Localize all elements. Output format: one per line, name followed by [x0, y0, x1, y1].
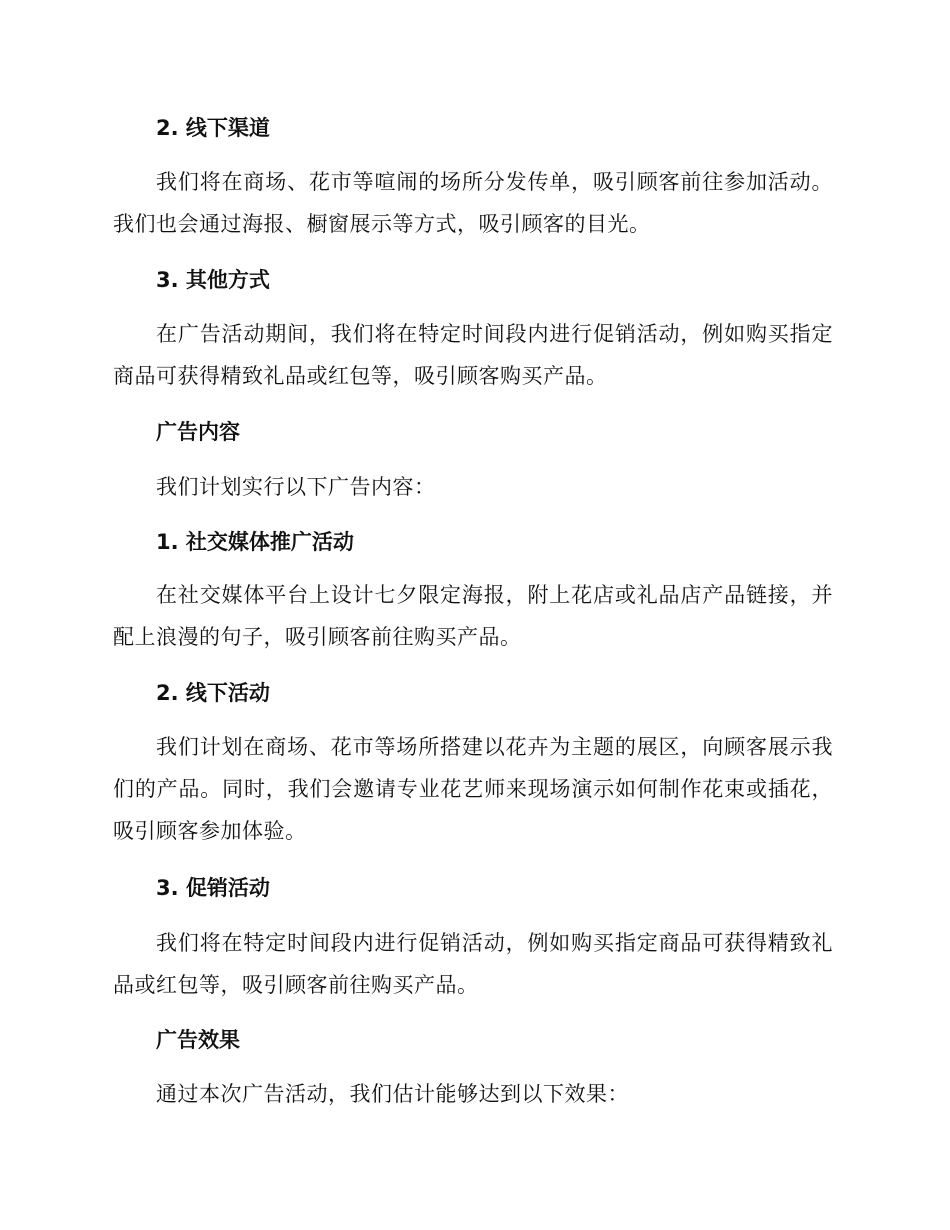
section-heading-other-methods: 3. 其他方式 [156, 268, 270, 292]
paragraph-other-methods: 在广告活动期间，我们将在特定时间段内进行促销活动，例如购买指定商品可获得精致礼品或红包等，吸引顾客购买产品。 [113, 322, 833, 388]
section-heading-offline-channel: 2. 线下渠道 [156, 116, 270, 140]
paragraph-promotion: 我们将在特定时间段内进行促销活动，例如购买指定商品可获得精致礼品或红包等，吸引顾客前往购买产品。 [113, 931, 833, 997]
paragraph-social-media: 在社交媒体平台上设计七夕限定海报，附上花店或礼品店产品链接，并配上浪漫的句子，吸引顾客前往购买产品。 [113, 583, 833, 649]
paragraph-offline-channel: 我们将在商场、花市等喧闹的场所分发传单，吸引顾客前往参加活动。我们也会通过海报、橱窗展示等方式，吸引顾客的目光。 [113, 170, 833, 236]
section-heading-promotion: 3. 促销活动 [156, 876, 270, 900]
paragraph-ad-content-intro: 我们计划实行以下广告内容： [156, 475, 436, 499]
paragraph-ad-effect-intro: 通过本次广告活动，我们估计能够达到以下效果： [156, 1082, 629, 1106]
section-heading-social-media: 1. 社交媒体推广活动 [156, 530, 354, 554]
section-heading-offline-activity: 2. 线下活动 [156, 681, 270, 705]
section-heading-ad-content: 广告内容 [156, 420, 240, 444]
section-heading-ad-effect: 广告效果 [156, 1028, 240, 1052]
paragraph-offline-activity: 我们计划在商场、花市等场所搭建以花卉为主题的展区，向顾客展示我们的产品。同时，我们会邀请专业花艺师来现场演示如何制作花束或插花，吸引顾客参加体验。 [113, 735, 833, 843]
